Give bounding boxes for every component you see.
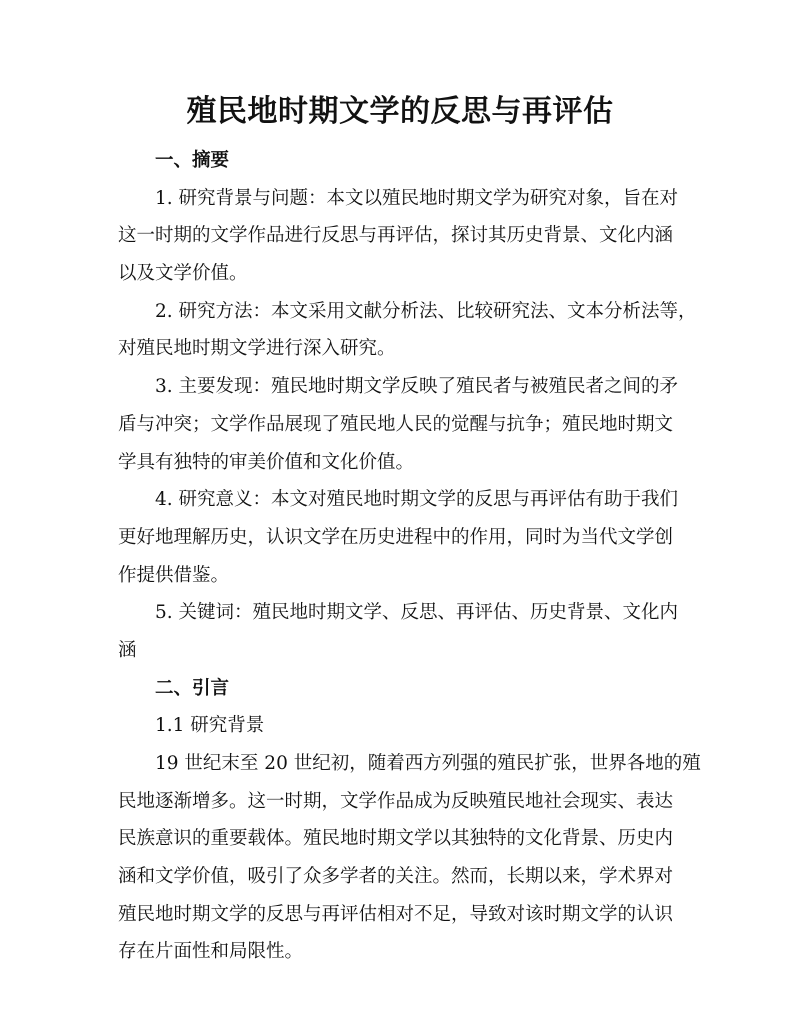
abstract-item-1-line-3: 以及文学价值。 <box>118 263 248 285</box>
introduction-paragraph-line-1: 19 世纪末至 20 世纪初，随着西方列强的殖民扩张，世界各地的殖 <box>155 753 701 774</box>
introduction-paragraph-line-4: 涵和文学价值，吸引了众多学者的关注。然而，长期以来，学术界对 <box>118 866 674 888</box>
introduction-paragraph-line-6: 存在片面性和局限性。 <box>118 941 304 963</box>
introduction-paragraph-line-3: 民族意识的重要载体。殖民地时期文学以其独特的文化背景、历史内 <box>118 828 674 850</box>
abstract-item-5-line-1: 5. 关键词：殖民地时期文学、反思、再评估、历史背景、文化内 <box>155 602 679 624</box>
abstract-item-2-line-1: 2. 研究方法：本文采用文献分析法、比较研究法、文本分析法等， <box>155 300 697 322</box>
abstract-section <box>118 142 701 971</box>
abstract-item-1-line-1: 1. 研究背景与问题：本文以殖民地时期文学为研究对象，旨在对 <box>155 187 679 209</box>
abstract-item-4-line-2: 更好地理解历史，认识文学在历史进程中的作用，同时为当代文学创 <box>118 526 674 548</box>
introduction-heading: 二、引言 <box>155 677 230 699</box>
introduction-subheading: 1.1 研究背景 <box>155 715 265 737</box>
abstract-item-5-line-2: 涵 <box>118 639 137 661</box>
document-title: 殖民地时期文学的反思与再评估 <box>186 94 614 129</box>
abstract-item-2-line-2: 对殖民地时期文学进行深入研究。 <box>118 338 396 360</box>
introduction-paragraph-line-5: 殖民地时期文学的反思与再评估相对不足，导致对该时期文学的认识 <box>118 903 674 925</box>
introduction-paragraph-line-2: 民地逐渐增多。这一时期，文学作品成为反映殖民地社会现实、表达 <box>118 790 674 812</box>
abstract-heading: 一、摘要 <box>155 150 230 171</box>
abstract-item-1-line-2: 这一时期的文学作品进行反思与再评估，探讨其历史背景、文化内涵 <box>118 225 674 247</box>
abstract-item-4-line-1: 4. 研究意义：本文对殖民地时期文学的反思与再评估有助于我们 <box>155 489 679 511</box>
abstract-item-3-line-1: 3. 主要发现：殖民地时期文学反映了殖民者与被殖民者之间的矛 <box>155 376 679 398</box>
abstract-item-4-line-3: 作提供借鉴。 <box>118 564 230 586</box>
abstract-item-3-line-2: 盾与冲突；文学作品展现了殖民地人民的觉醒与抗争；殖民地时期文 <box>118 413 674 435</box>
abstract-item-3-line-3: 学具有独特的审美价值和文化价值。 <box>118 451 415 473</box>
